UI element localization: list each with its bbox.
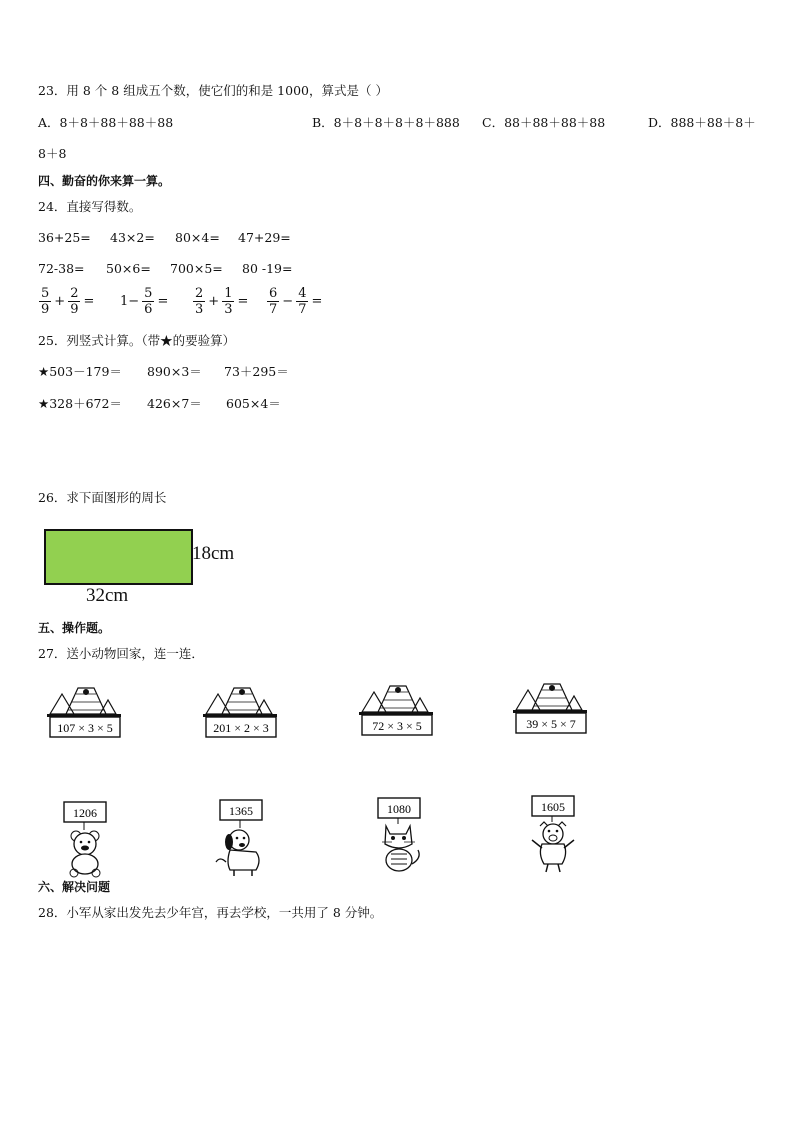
fraction: $\frac{1}{3}$: [224, 286, 233, 317]
q26-stem: 26．求下面图形的周长: [38, 490, 167, 505]
q24-row1-item: 80×4=: [175, 230, 220, 245]
animal-number: 1080: [387, 802, 411, 816]
q24-row2-item: 72-38=: [38, 261, 85, 276]
q25-row1-item: ★503－179＝: [38, 364, 122, 379]
q24-stem: 24．直接写得数。: [38, 199, 142, 214]
q23-option-c[interactable]: C．88＋88＋88＋88: [482, 115, 606, 130]
bear-icon: [56, 800, 120, 880]
q25-row1-item: 890×3＝: [147, 364, 202, 379]
house-label: 107 × 3 × 5: [57, 721, 113, 735]
q23-option-a[interactable]: A．8＋8＋88＋88＋88: [38, 115, 174, 130]
house-icon: [200, 680, 280, 740]
fraction: $\frac{4}{7}$: [298, 286, 307, 317]
cat-icon: [370, 796, 434, 876]
fraction: $\frac{5}{6}$: [144, 286, 153, 317]
q25-row2-item: 426×7＝: [147, 396, 202, 411]
fraction-expression: 1− $\frac{5}{6}$ =: [120, 286, 169, 317]
section-5-title: 五、操作题。: [38, 621, 111, 635]
q25-row2-item: ★328＋672＝: [38, 396, 122, 411]
q28-stem: 28．小军从家出发先去少年宫，再去学校，一共用了 8 分钟。: [38, 905, 383, 920]
house-icon: [356, 678, 436, 738]
fraction: 5 9: [41, 286, 50, 317]
house-icon: [44, 680, 124, 740]
section-4-title: 四、勤奋的你来算一算。: [38, 174, 171, 188]
q25-stem: 25．列竖式计算。（带★的要验算）: [38, 333, 236, 348]
q24-row2-item: 700×5=: [170, 261, 223, 276]
fraction: 2 3: [195, 286, 204, 317]
house-label: 201 × 2 × 3: [213, 721, 269, 735]
q24-row1-item: 47+29=: [238, 230, 291, 245]
green-rectangle: [44, 529, 193, 585]
q27-stem: 27．送小动物回家，连一连．: [38, 646, 204, 661]
q23-option-b[interactable]: B．8＋8＋8＋8＋8＋888: [312, 115, 460, 130]
fraction: 6 7: [269, 286, 278, 317]
fraction-expression: 5 9 + $\frac{2}{9}$ =: [41, 286, 95, 317]
q24-row2-item: 80 -19=: [242, 261, 293, 276]
fraction-expression: 6 7 − $\frac{4}{7}$ =: [269, 286, 323, 317]
fraction-expression: 2 3 + $\frac{1}{3}$ =: [195, 286, 249, 317]
rectangle-height-label: 18cm: [192, 543, 235, 564]
q25-row2-item: 605×4＝: [226, 396, 281, 411]
q23-option-d[interactable]: D．888＋88＋8＋: [648, 115, 756, 130]
q23-stem: 23．用 8 个 8 组成五个数，使它们的和是 1000，算式是（ ）: [38, 83, 388, 98]
q24-row1-item: 36+25=: [38, 230, 91, 245]
section-6-title: 六、解决问题: [38, 880, 111, 894]
dog-icon: [212, 798, 276, 878]
animal-number: 1605: [541, 800, 565, 814]
house-label: 72 × 3 × 5: [372, 719, 422, 733]
animal-number: 1365: [229, 804, 253, 818]
q24-row2-item: 50×6=: [106, 261, 151, 276]
animal-number: 1206: [73, 806, 97, 820]
q25-row1-item: 73＋295＝: [224, 364, 289, 379]
rectangle-width-label: 32cm: [86, 585, 129, 606]
fraction: $\frac{2}{9}$: [70, 286, 79, 317]
q24-row1-item: 43×2=: [110, 230, 155, 245]
pig-icon: [524, 794, 588, 874]
q23-option-d-continued: 8＋8: [38, 146, 67, 161]
house-label: 39 × 5 × 7: [526, 717, 576, 731]
house-icon: [510, 676, 590, 736]
